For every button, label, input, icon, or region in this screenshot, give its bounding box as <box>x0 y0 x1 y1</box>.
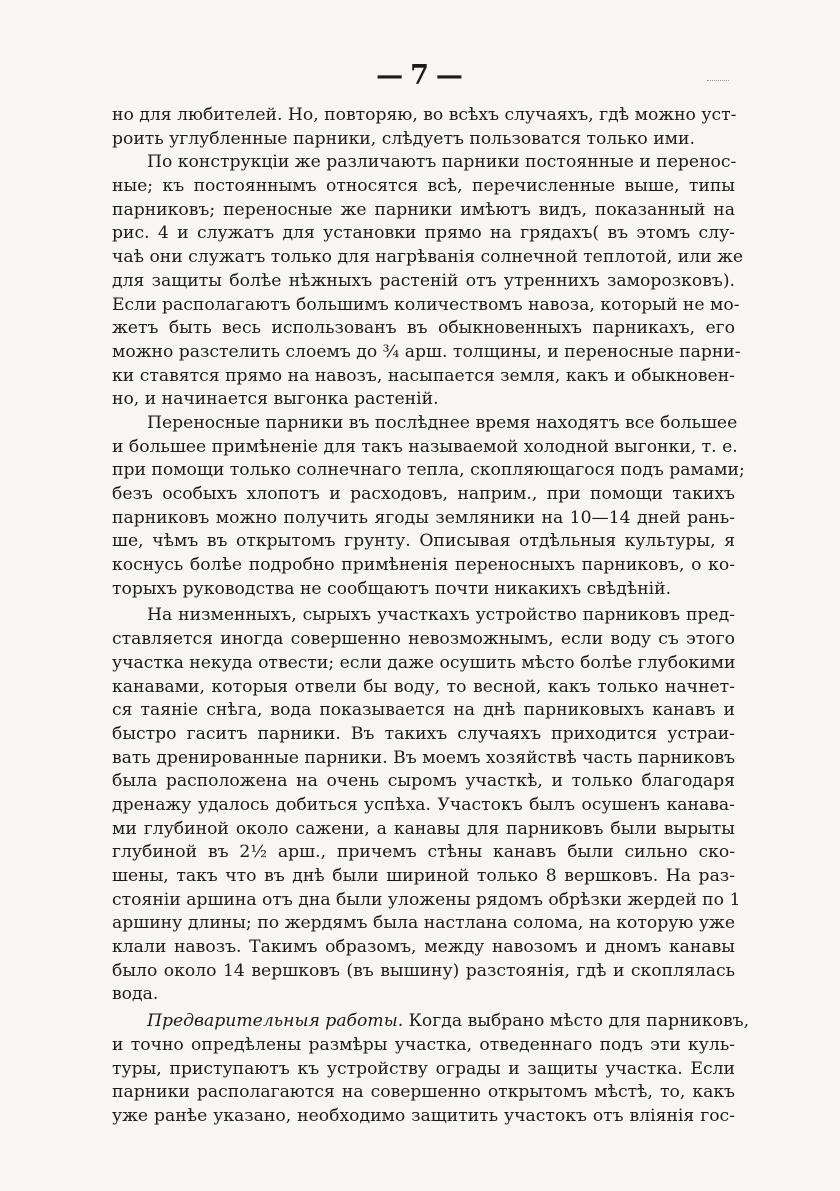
page-number-dash-right: — <box>435 60 464 91</box>
text-line: но для любителей. Но, повторяю, во всѣхъ случаяхъ, гдѣ можно уст- <box>112 105 737 125</box>
section-heading-italic: Предварительныя работы. <box>147 1011 404 1032</box>
text-line: была расположена на очень сыромъ участкѣ, и только благодаря <box>112 771 735 792</box>
text-line: коснусь болѣе подробно примѣненія переносныхъ парниковъ, о ко- <box>112 555 735 576</box>
text-line: По конструкціи же различаютъ парники постоянные и перенос- <box>147 152 737 173</box>
text-line: туры, приступаютъ къ устройству ограды и защиты участка. Если <box>112 1058 735 1079</box>
text-line: ки ставятся прямо на навозъ, насыпается земля, какъ и обыкновен- <box>112 365 735 386</box>
corner-dots-mark <box>707 80 729 81</box>
text-line: безъ особыхъ хлопотъ и расходовъ, наприм., при помощи такихъ <box>112 484 735 504</box>
text-line: при помощи только солнечнаго тепла, скопляющагося подъ рамами; <box>112 460 745 481</box>
text-line: клали навозъ. Такимъ образомъ, между навозомъ и дномъ канавы <box>112 937 735 958</box>
text-line: На низменныхъ, сырыхъ участкахъ устройство парниковъ пред- <box>147 605 735 626</box>
text-line: аршину длины; по жердямъ была настлана солома, на которую уже <box>112 913 735 934</box>
text-line: Если располагаютъ большимъ количествомъ навоза, который не мо- <box>112 294 740 315</box>
text-line: шены, такъ что въ днѣ были шириной только 8 вершковъ. На раз- <box>112 866 735 886</box>
text-line: глубиной въ 2½ арш., причемъ стѣны канавъ были сильно ско- <box>112 842 735 863</box>
text-line: уже ранѣе указано, необходимо защитить участокъ отъ вліянія гос- <box>112 1105 735 1126</box>
text-line: но, и начинается выгонка растеній. <box>112 389 439 410</box>
text-line: вода. <box>112 984 159 1005</box>
text-line: канавами, которыя отвели бы воду, то весной, какъ только начнет- <box>112 676 735 697</box>
text-line: чаѣ они служатъ только для нагрѣванія солнечной теплотой, или же <box>112 247 744 268</box>
page-number <box>0 60 840 91</box>
text-line: быстро гаситъ парники. Въ такихъ случаяхъ приходится устраи- <box>112 723 735 744</box>
text-line-rest: Когда выбрано мѣсто для парниковъ, <box>403 1011 750 1032</box>
text-line: стояніи аршина отъ дна были уложены рядомъ обрѣзки жердей по 1 <box>112 889 741 910</box>
text-line: было около 14 вершковъ (въ вышину) разстоянія, гдѣ и скоплялась <box>112 960 735 981</box>
text-line: для защиты болѣе нѣжныхъ растеній отъ утреннихъ заморозковъ). <box>112 270 735 291</box>
text-line: торыхъ руководства не сообщаютъ почти никакихъ свѣдѣній. <box>112 578 672 599</box>
text-line: ми глубиной около сажени, а канавы для парниковъ были вырыты <box>112 818 735 839</box>
text-line: роить углубленные парники, слѣдуетъ пользоватся только ими. <box>112 128 695 149</box>
text-line: можно разстелить слоемъ до ¾ арш. толщины, и переносные парни- <box>112 341 741 362</box>
text-line: участка некуда отвести; если даже осушить мѣсто болѣе глубокими <box>112 652 736 673</box>
body-text <box>112 104 750 1129</box>
text-line: и большее примѣненіе для такъ называемой холодной выгонки, т. е. <box>112 436 738 457</box>
page-number-dash-left: — <box>376 60 405 91</box>
text-line: вать дренированные парники. Въ моемъ хозяйствѣ часть парниковъ <box>112 747 736 768</box>
text-line: ше, чѣмъ въ открытомъ грунту. Описывая отдѣльныя культуры, я <box>112 531 735 552</box>
text-line: ставляется иногда совершенно невозможнымъ, если воду съ этого <box>112 629 735 650</box>
page-number-value: 7 <box>410 60 430 91</box>
text-line: ные; къ постояннымъ относятся всѣ, перечисленные выше, типы <box>112 176 735 197</box>
text-line: жетъ быть весь использованъ въ обыкновенныхъ парникахъ, его <box>112 318 735 339</box>
text-line: рис. 4 и служатъ для установки прямо на грядахъ( въ этомъ слу- <box>112 223 735 244</box>
text-line: парниковъ; переносные же парники имѣютъ видъ, показанный на <box>112 199 735 220</box>
text-line: Переносные парники въ послѣднее время находятъ все большее <box>147 412 738 433</box>
text-line: парниковъ можно получить ягоды земляники на 10—14 дней рань- <box>112 507 735 528</box>
text-line: ся таяніе снѣга, вода показывается на днѣ парниковыхъ канавъ и <box>112 700 735 721</box>
text-line: и точно опредѣлены размѣры участка, отведеннаго подъ эти куль- <box>112 1034 735 1055</box>
text-line <box>112 1010 750 1034</box>
text-line: парники располагаются на совершенно открытомъ мѣстѣ, то, какъ <box>112 1082 735 1103</box>
text-line: дренажу удалось добиться успѣха. Участокъ былъ осушенъ канава- <box>112 794 735 815</box>
